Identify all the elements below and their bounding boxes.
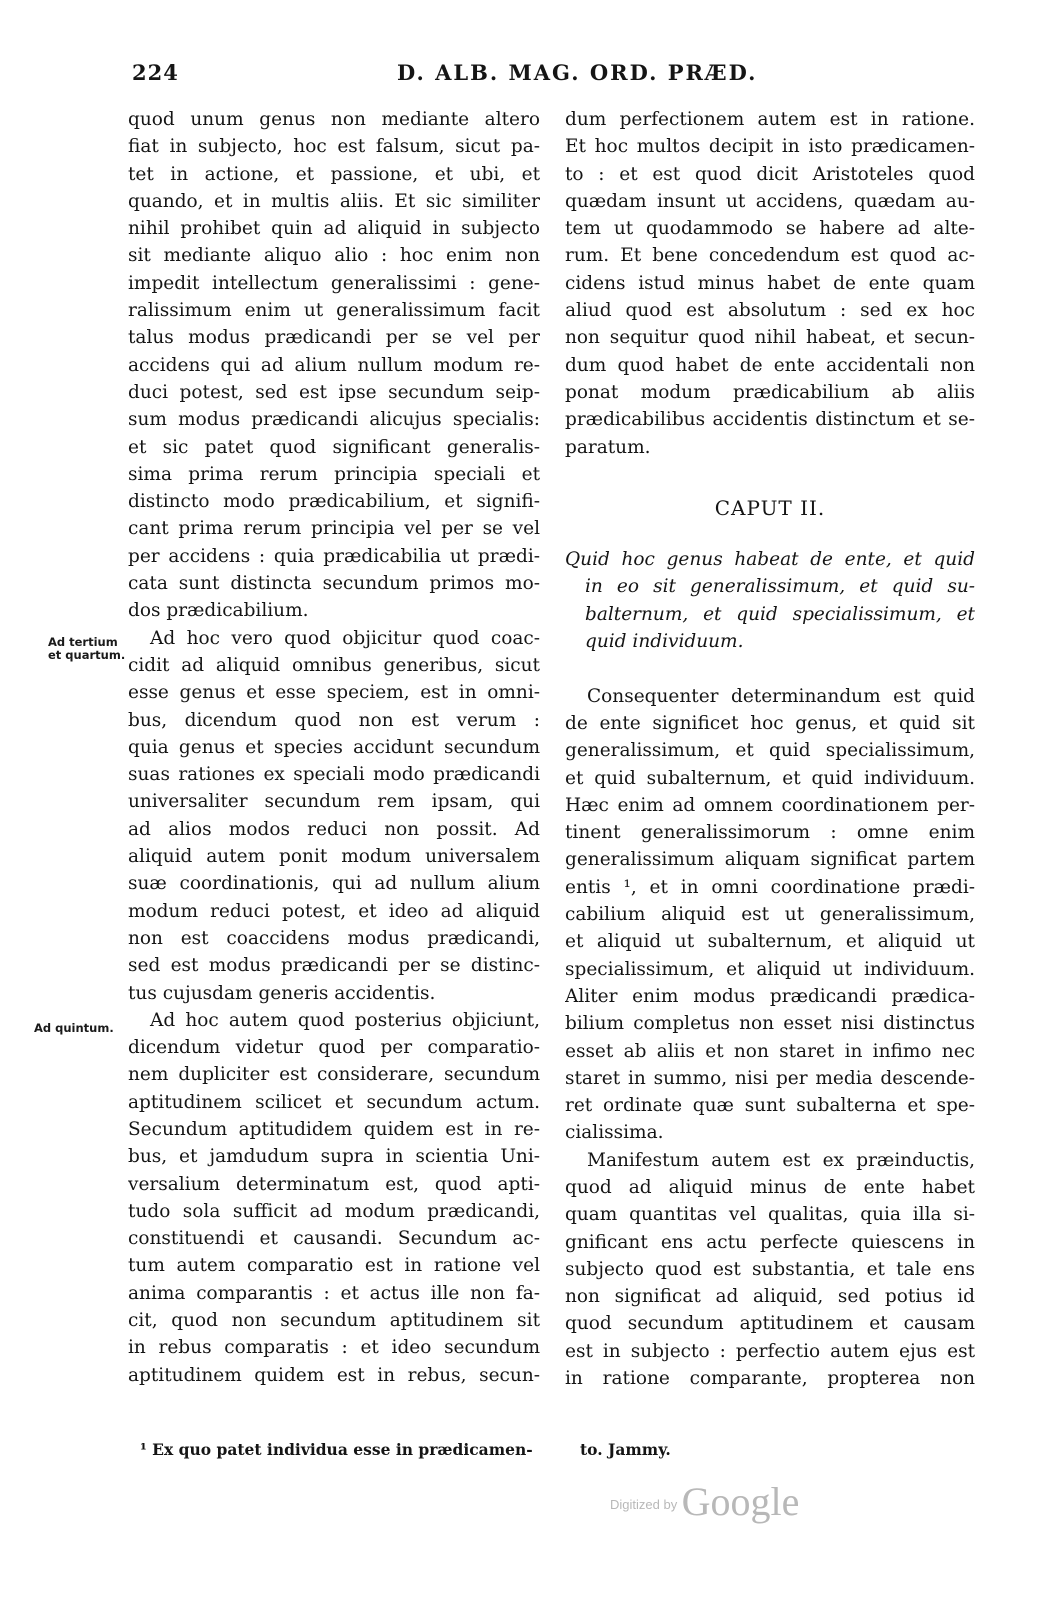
text-line: tus cujusdam generis accidentis.	[128, 982, 436, 1004]
text-line: paratum.	[565, 436, 651, 458]
text-line: Aliter enim modus prædicandi prædica-	[565, 985, 975, 1007]
text-line: esse genus et esse speciem, est in omni-	[128, 682, 540, 704]
text-line: per accidens : quia prædicabilia ut prædi-	[128, 545, 540, 567]
text-line: est in subjecto : perfectio autem ejus est	[565, 1340, 975, 1362]
text-line: sima prima rerum principia speciali et	[128, 463, 540, 485]
text-line: constituendi et causandi. Secundum ac-	[128, 1228, 540, 1250]
text-line: subjecto quod est substantia, et tale ens	[565, 1258, 975, 1280]
text-line: cidens istud minus habet de ente quam	[565, 272, 975, 294]
text-line: generalissimum aliquam significat partem	[565, 849, 975, 871]
text-line: modum reduci potest, et ideo ad aliquid	[128, 900, 540, 922]
text-line: non est coaccidens modus prædicandi,	[128, 927, 540, 949]
text-line: Secundum aptitudidem quidem est in re-	[128, 1118, 540, 1140]
text-line: et sic patet quod significant generalis-	[128, 436, 540, 458]
chapter-caption-line: in eo sit generalissimum, et quid su-	[585, 576, 975, 598]
text-line: in ratione comparante, propterea non	[565, 1368, 975, 1390]
running-title: D. ALB. MAG. ORD. PRÆD.	[397, 60, 758, 85]
text-line: dicendum videtur quod per comparatio-	[128, 1037, 540, 1059]
spacer	[565, 655, 975, 682]
margin-note-line: et quartum.	[48, 648, 126, 662]
text-line: impedit intellectum generalissimi : gene-	[128, 272, 540, 294]
text-line: entis ¹, et in omni coordinatione prædi-	[565, 876, 975, 898]
text-line: bilium completus non esset nisi distinctus	[565, 1013, 975, 1035]
text-line: et aliquid ut subalternum, et aliquid ut	[565, 931, 975, 953]
text-line: Et hoc multos decipit in isto prædicamen-	[565, 136, 975, 158]
text-line: ralissimum enim ut generalissimum facit	[128, 300, 540, 322]
text-line: cialissima.	[565, 1122, 664, 1144]
text-line: quando, et in multis aliis. Et sic similiter	[128, 190, 540, 212]
spacer	[565, 461, 975, 488]
footnote-left: ¹ Ex quo patet individua esse in prædicamen-	[140, 1440, 533, 1459]
text-line: ad alios modos reduci non possit. Ad	[128, 818, 540, 840]
text-line: tudo sola sufficit ad modum prædicandi,	[128, 1200, 540, 1222]
text-line: to : et est quod dicit Aristoteles quod	[565, 163, 975, 185]
text-line: non significat ad aliquid, sed potius id	[565, 1286, 975, 1308]
text-line: dum quod habet de ente accidentali non	[565, 354, 975, 376]
text-line: aptitudinem scilicet et secundum actum.	[128, 1091, 540, 1113]
spacer	[565, 528, 975, 546]
watermark-prefix: Digitized by	[610, 1497, 678, 1512]
text-line: cant prima rerum principia vel per se vel	[128, 518, 540, 540]
text-line: sed est modus prædicandi per se distinc-	[128, 955, 540, 977]
text-line: de ente significet hoc genus, et quid sit	[565, 712, 975, 734]
chapter-caption-line: quid individuum.	[585, 631, 744, 653]
text-line: cidit ad aliquid omnibus generibus, sicut	[128, 654, 540, 676]
text-line: dos prædicabilium.	[128, 600, 309, 622]
text-line: quod ad aliquid minus de ente habet	[565, 1176, 975, 1198]
text-line: specialissimum, et aliquid ut individuum.	[565, 958, 975, 980]
digitized-watermark	[610, 1478, 799, 1525]
text-line: dum perfectionem autem est in ratione.	[565, 109, 975, 130]
text-line: sit mediante aliquo alio : hoc enim non	[128, 245, 540, 267]
text-line: suas rationes ex speciali modo prædicandi	[128, 764, 540, 786]
text-line: nihil prohibet quin ad aliquid in subjecto	[128, 218, 540, 240]
text-line: tinent generalissimorum : omne enim	[565, 822, 975, 844]
watermark-brand: Google	[681, 1479, 800, 1524]
text-line: Consequenter determinandum est quid	[587, 685, 975, 707]
text-line: non sequitur quod nihil habeat, et secun-	[565, 327, 975, 349]
margin-note-ad-quintum: Ad quintum.	[34, 1021, 114, 1035]
text-line: quia genus et species accidunt secundum	[128, 736, 540, 758]
text-line: quædam insunt ut accidens, quædam au-	[565, 190, 975, 212]
text-line: tet in actione, et passione, et ubi, et	[128, 163, 540, 185]
text-line: cabilium aliquid est ut generalissimum,	[565, 904, 975, 926]
text-line: cata sunt distincta secundum primos mo-	[128, 573, 540, 595]
text-line: quam quantitas vel qualitas, quia illa si-	[565, 1204, 975, 1226]
text-line: universaliter secundum rem ipsam, qui	[128, 791, 540, 813]
text-line: sum modus prædicandi alicujus specialis:	[128, 409, 540, 431]
text-line: bus, et jamdudum supra in scientia Uni-	[128, 1146, 540, 1168]
text-line: gnificant ens actu perfecte quiescens in	[565, 1231, 975, 1253]
text-line: Hæc enim ad omnem coordinationem per-	[565, 794, 975, 816]
text-line: quod unum genus non mediante altero	[128, 109, 540, 130]
text-line: aliquid autem ponit modum universalem	[128, 846, 540, 868]
text-line: cit, quod non secundum aptitudinem sit	[128, 1310, 540, 1332]
text-line: generalissimum, et quid specialissimum,	[565, 740, 975, 762]
left-column	[128, 106, 540, 1389]
text-line: versalium determinatum est, quod apti-	[128, 1173, 540, 1195]
text-line: duci potest, sed est ipse secundum seip-	[128, 381, 540, 403]
text-line: tum autem comparatio est in ratione vel	[128, 1255, 540, 1277]
text-line: Ad hoc vero quod objicitur quod coac-	[150, 627, 540, 649]
text-line: talus modus prædicandi per se vel per	[128, 327, 540, 349]
page-header	[132, 60, 962, 90]
text-line: anima comparantis : et actus ille non fa-	[128, 1282, 540, 1304]
text-line: et quid subalternum, et quid individuum.	[565, 767, 975, 789]
page-number: 224	[132, 60, 179, 85]
text-line: staret in summo, nisi per media descende-	[565, 1067, 975, 1089]
text-line: rum. Et bene concedendum est quod ac-	[565, 245, 975, 267]
text-line: tem ut quodammodo se habere ad alte-	[565, 218, 975, 240]
text-line: ret ordinate quæ sunt subalterna et spe-	[565, 1095, 975, 1117]
chapter-title: CAPUT II.	[714, 496, 826, 521]
text-line: Ad hoc autem quod posterius objiciunt,	[150, 1009, 540, 1031]
text-line: in rebus comparatis : et ideo secundum	[128, 1337, 540, 1359]
text-line: quod secundum aptitudinem et causam	[565, 1313, 975, 1335]
text-line: nem dupliciter est considerare, secundum	[128, 1064, 540, 1086]
text-line: fiat in subjecto, hoc est falsum, sicut pa-	[128, 136, 540, 158]
footnote-right: to. Jammy.	[580, 1440, 671, 1459]
chapter-caption-line: Quid hoc genus habeat de ente, et quid	[565, 549, 975, 571]
text-line: accidens qui ad alium nullum modum re-	[128, 354, 540, 376]
text-line: suæ coordinationis, qui ad nullum alium	[128, 873, 540, 895]
margin-note-ad-tertium	[48, 636, 125, 662]
text-line: aliud quod est absolutum : sed ex hoc	[565, 300, 975, 322]
text-line: bus, dicendum quod non est verum :	[128, 709, 540, 731]
text-line: aptitudinem quidem est in rebus, secun-	[128, 1364, 540, 1386]
text-line: distincto modo prædicabilium, et signifi-	[128, 491, 540, 513]
text-line: prædicabilibus accidentis distinctum et se-	[565, 409, 975, 431]
text-line: esset ab aliis et non staret in infimo nec	[565, 1040, 975, 1062]
right-column	[565, 106, 975, 1392]
text-line: ponat modum prædicabilium ab aliis	[565, 381, 975, 403]
text-line: Manifestum autem est ex præinductis,	[587, 1149, 975, 1171]
chapter-caption-line: balternum, et quid specialissimum, et	[585, 603, 975, 625]
margin-note-line: Ad tertium	[48, 635, 118, 649]
